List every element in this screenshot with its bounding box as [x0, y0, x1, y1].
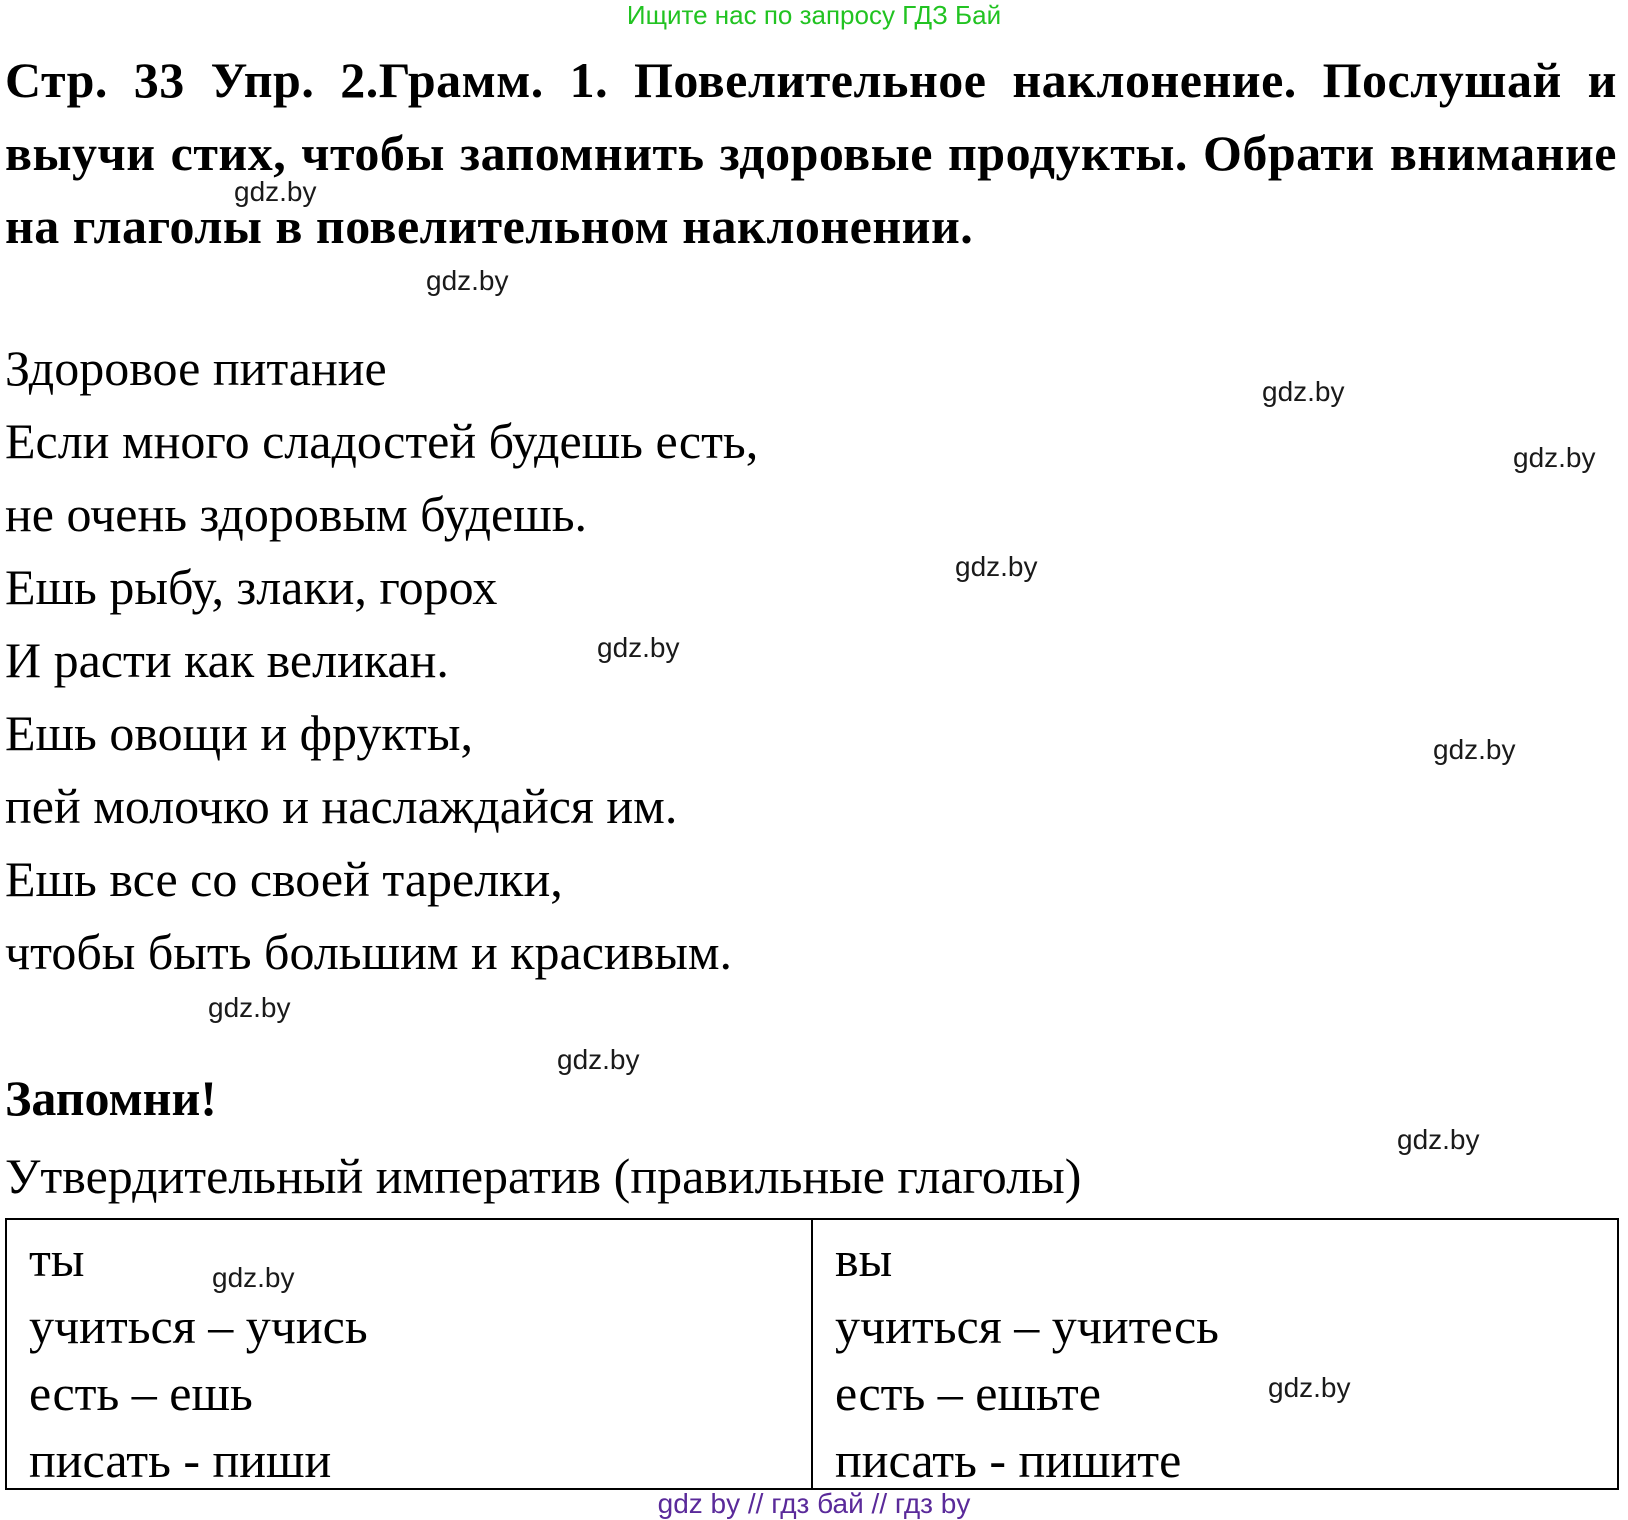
poem-line: Если много сладостей будешь есть, [5, 413, 759, 469]
poem-title: Здоровое питание [5, 340, 387, 396]
poem-line: Ешь овощи и фрукты, [5, 705, 473, 761]
watermark: gdz.by [1397, 1124, 1480, 1155]
column-header: ты [29, 1231, 85, 1287]
poem-line: пей молочко и наслаждайся им. [5, 778, 678, 834]
poem-line: Ешь рыбу, злаки, горох [5, 559, 498, 615]
poem-line: чтобы быть большим и красивым. [5, 924, 733, 980]
watermark: gdz.by [955, 551, 1038, 582]
exercise-heading: Стр. 33 Упр. 2.Грамм. 1. Повелительное наклонение. Послушай и выучи стих, чтобы запомнить здоровые продукты. Обрати внимание на глаголы в повелительном наклонении. [5, 52, 1617, 254]
table-row: учиться – учись [29, 1298, 368, 1354]
poem-line: не очень здоровым будешь. [5, 486, 588, 542]
poem-line: Ешь все со своей тарелки, [5, 851, 563, 907]
column-header: вы [835, 1231, 893, 1287]
footer-links: gdz by // гдз бай // гдз by [657, 1488, 971, 1519]
watermark: gdz.by [1433, 734, 1516, 765]
watermark: gdz.by [212, 1262, 295, 1293]
watermark: gdz.by [234, 176, 317, 207]
table-row: учиться – учитесь [835, 1298, 1219, 1354]
watermark: gdz.by [1262, 376, 1345, 407]
watermark: gdz.by [597, 632, 680, 663]
table-row: есть – ешь [29, 1365, 253, 1421]
watermark: gdz.by [208, 992, 291, 1023]
table-column-vy [811, 1220, 1617, 1488]
search-hint-banner: Ищите нас по запросу ГДЗ Бай [626, 0, 1002, 30]
imperative-table [5, 1218, 1619, 1490]
table-row: писать - пиши [29, 1432, 332, 1488]
remember-heading: Запомни! [5, 1070, 217, 1126]
watermark: gdz.by [1513, 442, 1596, 473]
table-column-ty [7, 1220, 811, 1488]
poem-line: И расти как великан. [5, 632, 449, 688]
watermark: gdz.by [426, 265, 509, 296]
table-row: есть – ешьте [835, 1365, 1101, 1421]
watermark: gdz.by [557, 1044, 640, 1075]
imperative-subtitle: Утвердительный императив (правильные глаголы) [5, 1148, 1082, 1204]
watermark: gdz.by [1268, 1372, 1351, 1403]
table-row: писать - пишите [835, 1432, 1182, 1488]
